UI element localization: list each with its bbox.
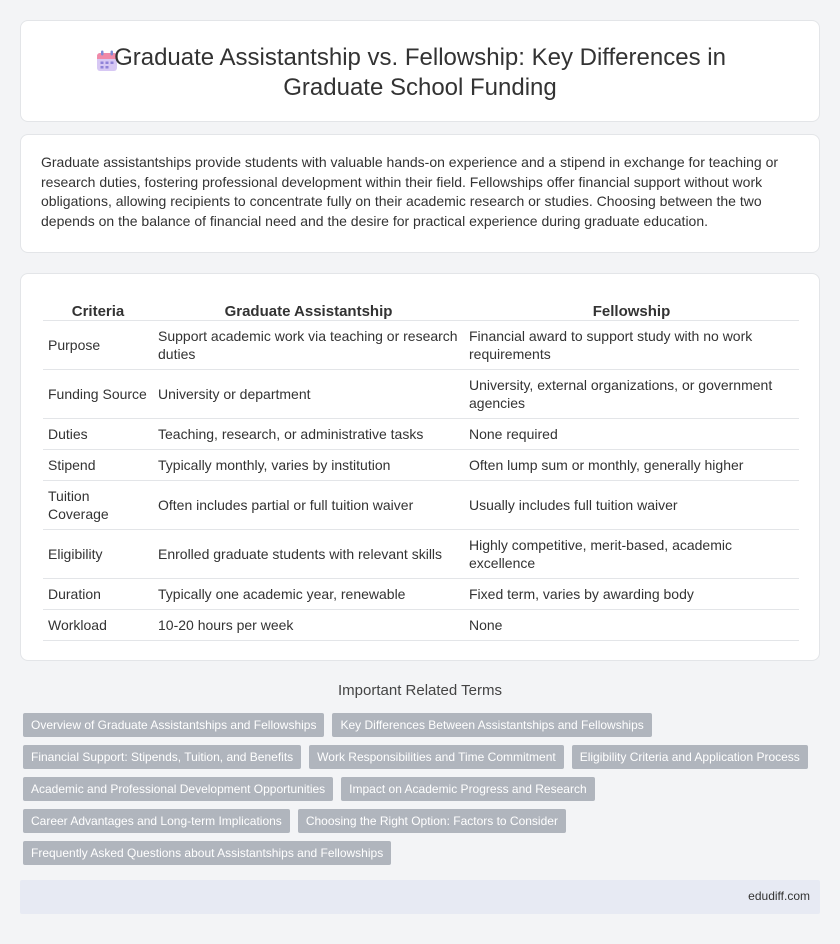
table-cell: 10-20 hours per week [153, 609, 464, 640]
related-tag[interactable]: Financial Support: Stipends, Tuition, and Benefits [23, 745, 301, 769]
comparison-table [43, 294, 799, 641]
intro-card [20, 134, 820, 253]
comparison-card [20, 273, 820, 661]
table-cell: Financial award to support study with no work requirements [464, 320, 799, 369]
related-tags [20, 713, 820, 873]
table-cell: Usually includes full tuition waiver [464, 480, 799, 529]
table-cell: Duties [43, 418, 153, 449]
related-tag[interactable]: Impact on Academic Progress and Research [341, 777, 594, 801]
table-row [43, 369, 799, 418]
table-cell: University, external organizations, or government agencies [464, 369, 799, 418]
page-title: Graduate Assistantship vs. Fellowship: Key Differences in Graduate School Funding [114, 44, 726, 101]
related-tag[interactable]: Overview of Graduate Assistantships and Fellowships [23, 713, 324, 737]
header-assistantship: Graduate Assistantship [153, 294, 464, 320]
footer-site[interactable]: edudiff.com [748, 889, 810, 903]
table-row [43, 449, 799, 480]
table-row [43, 609, 799, 640]
related-terms-section [20, 680, 820, 873]
table-cell: Funding Source [43, 369, 153, 418]
table-cell: Support academic work via teaching or research duties [153, 320, 464, 369]
table-cell: Tuition Coverage [43, 480, 153, 529]
table-row [43, 418, 799, 449]
related-tag[interactable]: Eligibility Criteria and Application Process [572, 745, 808, 769]
table-cell: Purpose [43, 320, 153, 369]
table-cell: Eligibility [43, 529, 153, 578]
table-row [43, 480, 799, 529]
header-card [20, 20, 820, 122]
table-cell: None [464, 609, 799, 640]
related-terms-heading: Important Related Terms [338, 682, 502, 699]
table-header-row [43, 294, 799, 320]
header-criteria: Criteria [43, 294, 153, 320]
table-row [43, 578, 799, 609]
table-cell: Typically monthly, varies by institution [153, 449, 464, 480]
table-cell: None required [464, 418, 799, 449]
intro-text: Graduate assistantships provide students with valuable hands-on experience and a stipend in exchange for teaching or research duties, fostering professional development within their field. Fellowships offer financial support without work obligations, allowing recipients to concentrate fully on their academic research or studies. Choosing between the two depends on the balance of financial need and the desire for practical experience during graduate education. [41, 154, 779, 229]
related-tag[interactable]: Career Advantages and Long-term Implications [23, 809, 290, 833]
table-cell: Duration [43, 578, 153, 609]
table-cell: Often includes partial or full tuition waiver [153, 480, 464, 529]
table-cell: Typically one academic year, renewable [153, 578, 464, 609]
table-cell: Enrolled graduate students with relevant skills [153, 529, 464, 578]
table-row [43, 320, 799, 369]
related-tag[interactable]: Choosing the Right Option: Factors to Consider [298, 809, 566, 833]
table-cell: Teaching, research, or administrative tasks [153, 418, 464, 449]
related-tag[interactable]: Frequently Asked Questions about Assistantships and Fellowships [23, 841, 391, 865]
related-tag[interactable]: Academic and Professional Development Opportunities [23, 777, 333, 801]
table-cell: Often lump sum or monthly, generally higher [464, 449, 799, 480]
table-row [43, 529, 799, 578]
table-cell: University or department [153, 369, 464, 418]
table-cell: Fixed term, varies by awarding body [464, 578, 799, 609]
table-cell: Stipend [43, 449, 153, 480]
header-fellowship: Fellowship [464, 294, 799, 320]
table-cell: Highly competitive, merit-based, academic excellence [464, 529, 799, 578]
footer [20, 880, 820, 914]
table-cell: Workload [43, 609, 153, 640]
related-tag[interactable]: Work Responsibilities and Time Commitment [309, 745, 564, 769]
related-tag[interactable]: Key Differences Between Assistantships and Fellowships [332, 713, 651, 737]
